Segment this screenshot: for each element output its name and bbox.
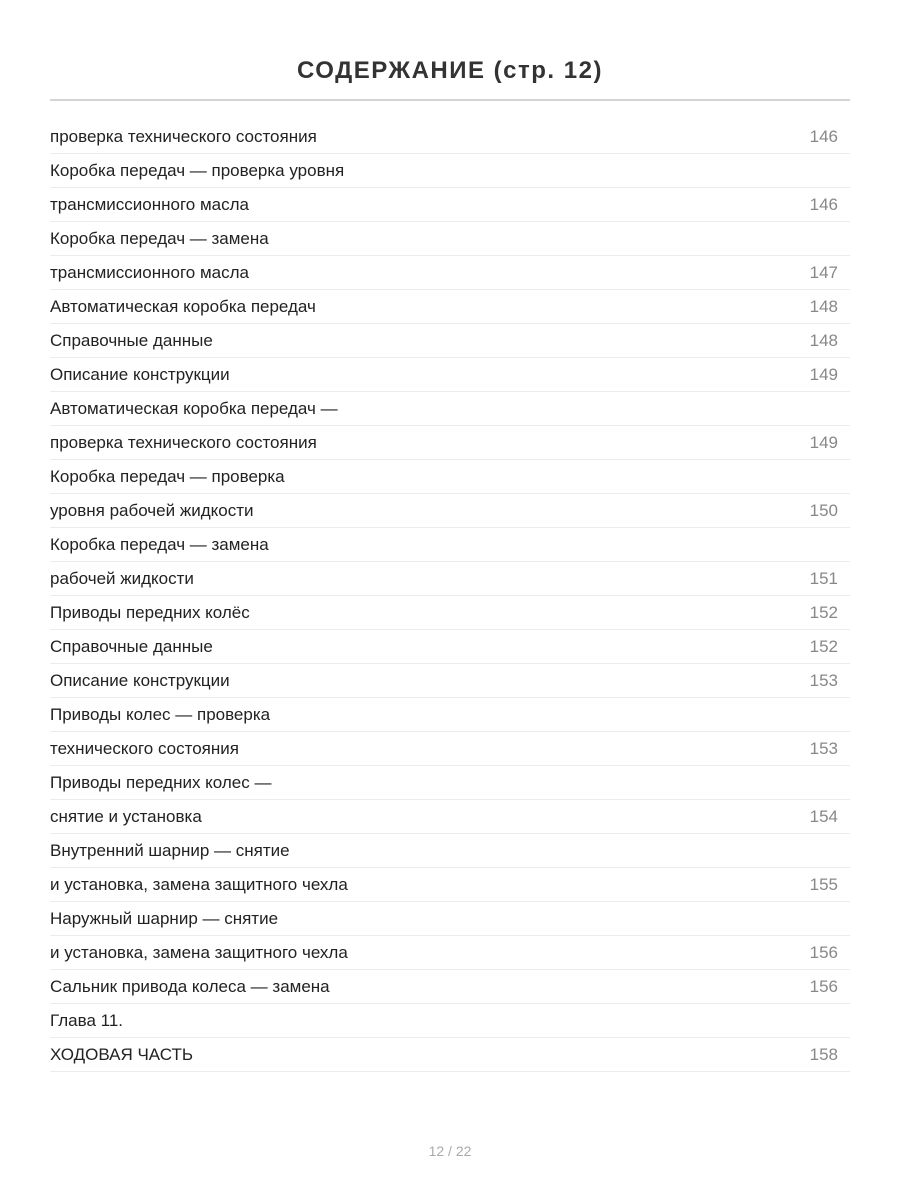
toc-entry-title: и установка, замена защитного чехла [50,943,348,962]
toc-entry-title: Приводы передних колёс [50,603,250,622]
toc-entry[interactable] [50,800,850,834]
toc-entry-title: уровня рабочей жидкости [50,501,254,520]
toc-entry-page-number: 158 [809,1045,838,1064]
toc-entry-page-number: 156 [809,977,838,996]
toc-entry-page-number: 149 [809,365,838,384]
toc-entry-title: технического состояния [50,739,239,758]
toc-entry[interactable] [50,494,850,528]
toc-entry-page-number: 146 [809,195,838,214]
title-divider [50,99,850,101]
toc-entry-title: и установка, замена защитного чехла [50,875,348,894]
toc-entry-title: Описание конструкции [50,365,230,384]
toc-entry[interactable] [50,970,850,1004]
page-title: СОДЕРЖАНИЕ (стр. 12) [297,57,603,85]
toc-entry-title: Приводы колес — проверка [50,705,271,724]
toc-entry-title: рабочей жидкости [50,569,194,588]
toc-entry[interactable] [50,120,850,154]
toc-entry-title: Наружный шарнир — снятие [50,909,279,928]
toc-entry[interactable] [50,698,850,732]
toc-entry-title: Коробка передач — проверка [50,467,285,486]
toc-entry-title: Справочные данные [50,637,213,656]
toc-entry[interactable] [50,154,850,188]
toc-entry-title: Сальник привода колеса — замена [50,977,330,996]
toc-entry[interactable] [50,358,850,392]
toc-entry-page-number: 150 [809,501,838,520]
toc-entry-title: трансмиссионного масла [50,263,249,282]
toc-entry-page-number: 155 [809,875,838,894]
toc-entry[interactable] [50,664,850,698]
toc-entry-title: снятие и установка [50,807,202,826]
toc-entry-title: трансмиссионного масла [50,195,249,214]
toc-entry[interactable] [50,1004,850,1038]
toc-entry-title: проверка технического состояния [50,127,317,146]
toc-entry-title: Глава 11. [50,1011,124,1030]
toc-entry[interactable] [50,766,850,800]
toc-entry-page-number: 146 [809,127,838,146]
toc-entry-page-number: 151 [809,569,838,588]
toc-entry[interactable] [50,324,850,358]
toc-entry[interactable] [50,528,850,562]
toc-entry[interactable] [50,834,850,868]
toc-entry[interactable] [50,460,850,494]
table-of-contents [50,120,850,1072]
toc-entry-title: ХОДОВАЯ ЧАСТЬ [50,1045,194,1064]
toc-entry[interactable] [50,426,850,460]
toc-entry-title: Коробка передач — замена [50,229,269,248]
toc-entry-page-number: 148 [809,297,838,316]
toc-entry-page-number: 152 [809,603,838,622]
toc-entry-title: Автоматическая коробка передач [50,297,316,316]
toc-entry-title: Автоматическая коробка передач — [50,399,338,418]
toc-entry-title: Коробка передач — замена [50,535,269,554]
toc-entry[interactable] [50,562,850,596]
toc-entry[interactable] [50,596,850,630]
toc-entry[interactable] [50,630,850,664]
toc-entry[interactable] [50,222,850,256]
toc-entry-title: Внутренний шарнир — снятие [50,841,290,860]
toc-entry-page-number: 147 [809,263,838,282]
toc-entry[interactable] [50,868,850,902]
toc-entry-page-number: 154 [809,807,838,826]
toc-entry-title: Приводы передних колес — [50,773,272,792]
toc-entry-title: проверка технического состояния [50,433,317,452]
toc-entry[interactable] [50,290,850,324]
toc-entry[interactable] [50,392,850,426]
toc-entry[interactable] [50,256,850,290]
toc-entry[interactable] [50,936,850,970]
toc-entry-page-number: 153 [809,739,838,758]
page-number-indicator: 12 / 22 [428,1143,472,1159]
toc-entry[interactable] [50,902,850,936]
toc-entry-page-number: 153 [809,671,838,690]
toc-entry-page-number: 148 [809,331,838,350]
toc-entry-title: Справочные данные [50,331,213,350]
toc-entry[interactable] [50,188,850,222]
toc-entry-page-number: 156 [809,943,838,962]
toc-entry-page-number: 152 [809,637,838,656]
toc-entry-title: Описание конструкции [50,671,230,690]
toc-entry-title: Коробка передач — проверка уровня [50,161,345,180]
toc-entry[interactable] [50,1038,850,1072]
toc-entry[interactable] [50,732,850,766]
toc-entry-page-number: 149 [809,433,838,452]
